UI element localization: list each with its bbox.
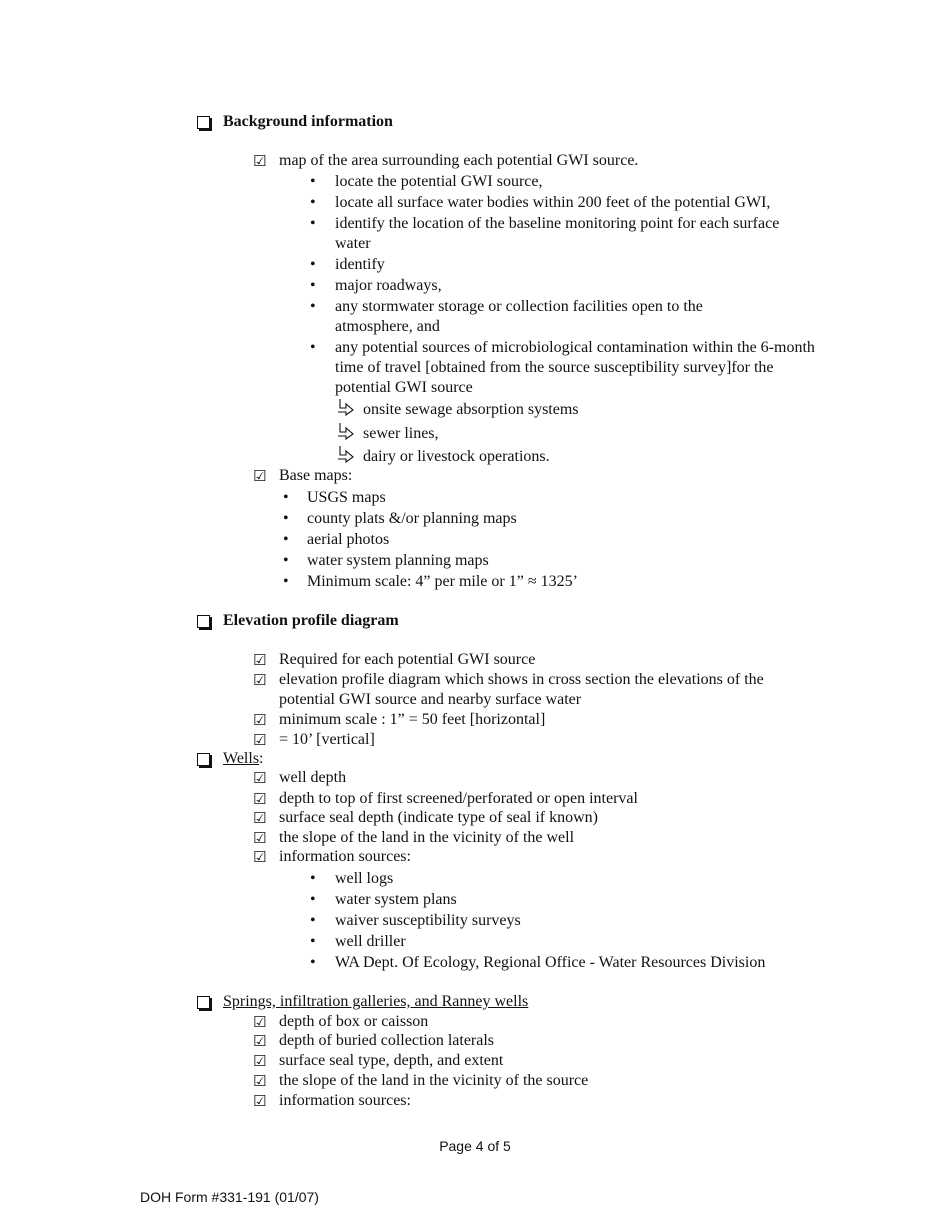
- checked-box-icon: ☑: [253, 1013, 267, 1031]
- bullet-icon: •: [310, 173, 316, 190]
- bullet-icon: •: [283, 552, 289, 569]
- list-item: locate all surface water bodies within 200 feet of the potential GWI,: [335, 194, 771, 211]
- checked-box-icon: ☑: [253, 152, 267, 170]
- checked-box-icon: ☑: [253, 467, 267, 485]
- list-item: WA Dept. Of Ecology, Regional Office - Water Resources Division: [335, 954, 766, 971]
- list-item: the slope of the land in the vicinity of the source: [279, 1072, 589, 1089]
- section-checkbox: [197, 753, 210, 766]
- list-item: the slope of the land in the vicinity of the well: [279, 829, 575, 846]
- section-heading-wells: [223, 749, 264, 769]
- list-item: Required for each potential GWI source: [279, 651, 536, 668]
- section-heading-springs: Springs, infiltration galleries, and Ranney wells: [223, 993, 529, 1010]
- checked-box-icon: ☑: [253, 848, 267, 866]
- section-heading-elevation: Elevation profile diagram: [223, 612, 399, 629]
- bullet-icon: •: [310, 912, 316, 929]
- list-item: elevation profile diagram which shows in cross section the elevations of the potential GWI source and nearby surface water: [279, 671, 764, 708]
- checked-box-icon: ☑: [253, 790, 267, 808]
- list-item: any potential sources of microbiological contamination within the 6-month time of travel [obtained from the source susceptibility survey]for the potential GWI source: [335, 339, 815, 396]
- list-item: any stormwater storage or collection facilities open to the atmosphere, and: [335, 298, 703, 335]
- list-item: well driller: [335, 933, 406, 950]
- list-item: information sources:: [279, 1092, 411, 1109]
- list-item: surface seal type, depth, and extent: [279, 1052, 504, 1069]
- checked-box-icon: ☑: [253, 769, 267, 787]
- bullet-icon: •: [283, 573, 289, 590]
- checked-box-icon: ☑: [253, 711, 267, 729]
- section-heading-background: Background information: [223, 113, 393, 130]
- bullet-icon: •: [310, 298, 316, 315]
- bullet-icon: •: [310, 891, 316, 908]
- bullet-icon: •: [310, 933, 316, 950]
- list-item: well depth: [279, 769, 347, 786]
- list-item: well logs: [335, 870, 394, 887]
- checked-box-icon: ☑: [253, 1092, 267, 1110]
- list-item: water system plans: [335, 891, 457, 908]
- page-number: Page 4 of 5: [439, 1138, 511, 1154]
- bullet-icon: •: [283, 489, 289, 506]
- checked-box-icon: ☑: [253, 1052, 267, 1070]
- list-item: identify: [335, 256, 385, 273]
- list-item: county plats &/or planning maps: [307, 510, 517, 527]
- list-item: water system planning maps: [307, 552, 489, 569]
- list-item: major roadways,: [335, 277, 442, 294]
- list-item: onsite sewage absorption systems: [363, 401, 579, 418]
- checked-box-icon: ☑: [253, 829, 267, 847]
- checked-box-icon: ☑: [253, 671, 267, 689]
- list-item: depth of buried collection laterals: [279, 1032, 495, 1049]
- checked-box-icon: ☑: [253, 809, 267, 827]
- list-item: depth of box or caisson: [279, 1013, 429, 1030]
- list-item: locate the potential GWI source,: [335, 173, 543, 190]
- checked-box-icon: ☑: [253, 731, 267, 749]
- list-item: depth to top of first screened/perforated or open interval: [279, 790, 638, 807]
- list-item: sewer lines,: [363, 425, 439, 442]
- list-item: surface seal depth (indicate type of seal if known): [279, 809, 598, 826]
- list-item: dairy or livestock operations.: [363, 448, 550, 465]
- list-item: identify the location of the baseline monitoring point for each surface water: [335, 215, 780, 252]
- bullet-icon: •: [310, 277, 316, 294]
- checked-box-icon: ☑: [253, 651, 267, 669]
- bullet-icon: •: [310, 256, 316, 273]
- list-item: = 10’ [vertical]: [279, 731, 375, 748]
- form-id: DOH Form #331-191 (01/07): [140, 1189, 319, 1205]
- bullet-icon: •: [310, 870, 316, 887]
- list-item: minimum scale : 1” = 50 feet [horizontal]: [279, 711, 546, 728]
- section-checkbox: [197, 996, 210, 1009]
- hook-arrow-icon: [337, 422, 355, 440]
- section-checkbox: [197, 615, 210, 628]
- list-item: information sources:: [279, 848, 411, 865]
- bullet-icon: •: [283, 531, 289, 548]
- checked-box-icon: ☑: [253, 1072, 267, 1090]
- section-checkbox: [197, 116, 210, 129]
- bullet-icon: •: [310, 194, 316, 211]
- section-heading-wells-text: Wells: [223, 750, 260, 767]
- bullet-icon: •: [310, 339, 316, 356]
- list-item: Minimum scale: 4” per mile or 1” ≈ 1325’: [307, 573, 578, 590]
- section-heading-wells-colon: :: [259, 750, 264, 767]
- list-item: USGS maps: [307, 489, 386, 506]
- hook-arrow-icon: [337, 445, 355, 463]
- list-item: waiver susceptibility surveys: [335, 912, 521, 929]
- checked-box-icon: ☑: [253, 1032, 267, 1050]
- hook-arrow-icon: [337, 398, 355, 416]
- bullet-icon: •: [310, 954, 316, 971]
- list-item: Base maps:: [279, 467, 353, 484]
- list-item: map of the area surrounding each potential GWI source.: [279, 152, 639, 169]
- bullet-icon: •: [310, 215, 316, 232]
- list-item: aerial photos: [307, 531, 390, 548]
- bullet-icon: •: [283, 510, 289, 527]
